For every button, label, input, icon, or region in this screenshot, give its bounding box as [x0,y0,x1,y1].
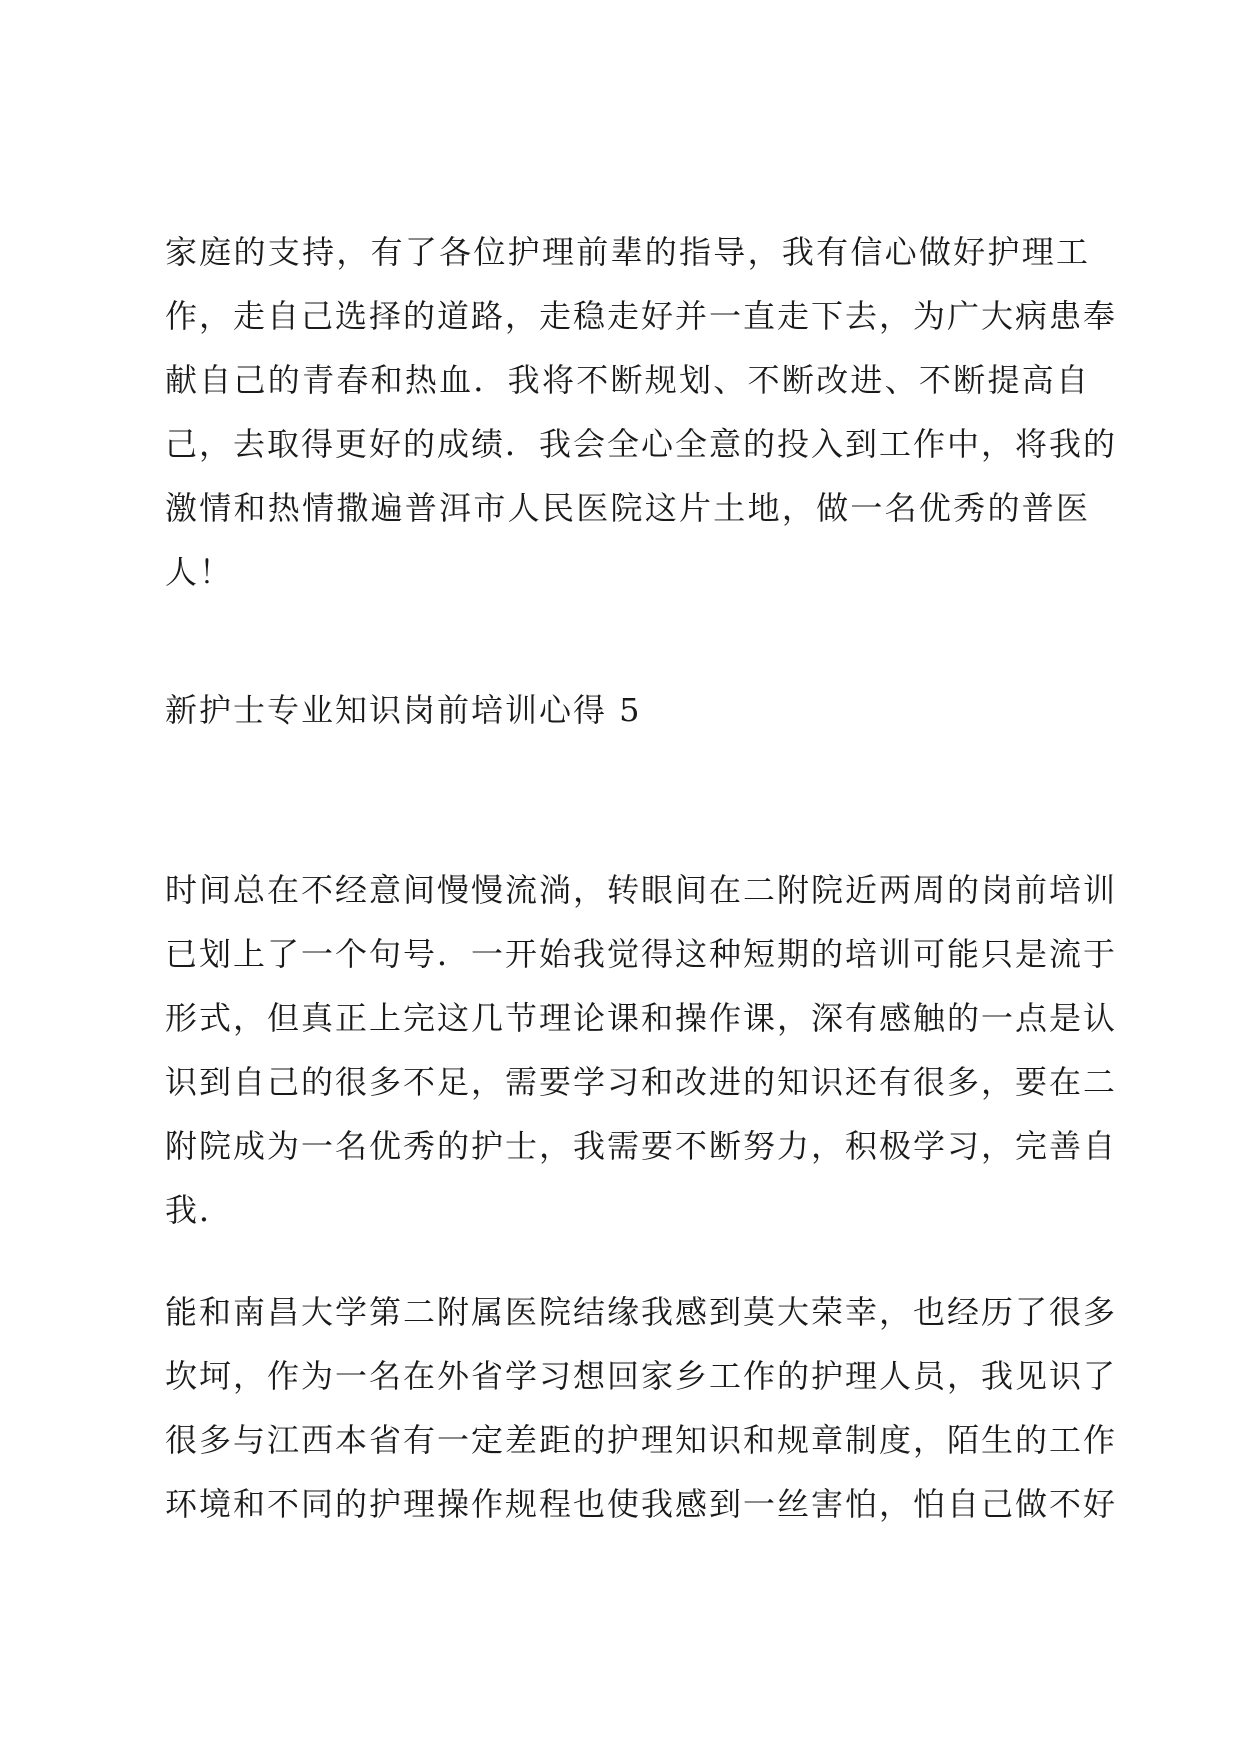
paragraph-line: 时间总在不经意间慢慢流淌，转眼间在二附院近两周的岗前培训 [165,871,1118,909]
section-heading-text: 新护士专业知识岗前培训心得 5 [165,691,642,729]
paragraph-line: 附院成为一名优秀的护士，我需要不断努力，积极学习，完善自 [165,1127,1118,1165]
paragraph-line: 己，去取得更好的成绩．我会全心全意的投入到工作中，将我的 [165,425,1118,463]
paragraph-line: 环境和不同的护理操作规程也使我感到一丝害怕，怕自己做不好 [165,1485,1118,1523]
paragraph-line: 坎坷，作为一名在外省学习想回家乡工作的护理人员，我见识了 [165,1357,1118,1395]
paragraph-line: 能和南昌大学第二附属医院结缘我感到莫大荣幸，也经历了很多 [165,1293,1118,1331]
paragraph-line: 作，走自己选择的道路，走稳走好并一直走下去，为广大病患奉 [165,297,1118,335]
paragraph-line: 人！ [165,553,234,591]
paragraph-line: 形式，但真正上完这几节理论课和操作课，深有感触的一点是认 [165,999,1118,1037]
paragraph-line: 很多与江西本省有一定差距的护理知识和规章制度，陌生的工作 [165,1421,1118,1459]
paragraph-line: 已划上了一个句号．一开始我觉得这种短期的培训可能只是流于 [165,935,1118,973]
paragraph-2 [165,858,1118,1242]
section-heading [165,678,1090,742]
paragraph-line: 家庭的支持，有了各位护理前辈的指导，我有信心做好护理工 [165,233,1090,271]
paragraph-line: 识到自己的很多不足，需要学习和改进的知识还有很多，要在二 [165,1063,1118,1101]
paragraph-line: 我． [165,1191,234,1229]
paragraph-3 [165,1280,1118,1536]
paragraph-line: 献自己的青春和热血．我将不断规划、不断改进、不断提高自 [165,361,1090,399]
paragraph-line: 激情和热情撒遍普洱市人民医院这片土地，做一名优秀的普医 [165,489,1090,527]
paragraph-1 [165,220,1118,604]
